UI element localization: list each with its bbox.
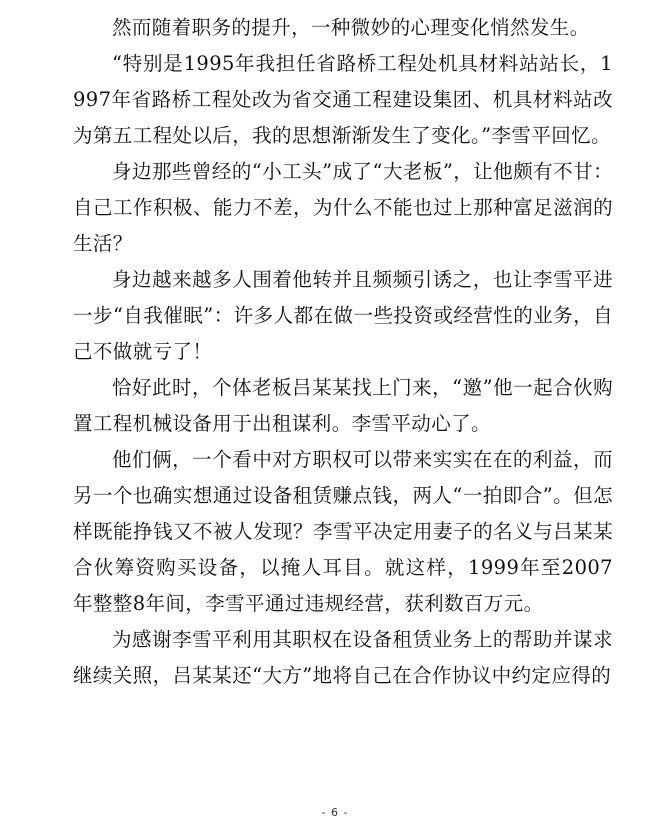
- page-number: - 6 -: [321, 806, 349, 819]
- paragraph-3: 身边那些曾经的“小工头”成了“大老板”，让他颇有不甘：自己工作积极、能力不差，为什么不能也过上那种富足滋润的生活？: [73, 160, 613, 255]
- paragraph-6: 他们俩，一个看中对方职权可以带来实实在在的利益，而另一个也确实想通过设备租赁赚点钱，两人“一拍即合”。但怎样既能挣钱又不被人发现？李雪平决定用妻子的名义与吕某某合伙筹资购买设备，以掩人耳目。就这样，1999年至2007年整整8年间，李雪平通过违规经营，获利数百万元。: [73, 448, 613, 615]
- paragraph-2: “特别是1995年我担任省路桥工程处机具材料站站长，1997年省路桥工程处改为省交通工程建设集团、机具材料站改为第五工程处以后，我的思想渐渐发生了变化。”李雪平回忆。: [73, 52, 613, 147]
- paragraph-7: 为感谢李雪平利用其职权在设备租赁业务上的帮助并谋求继续关照，吕某某还“大方”地将自己在合作协议中约定应得的: [73, 628, 613, 687]
- paragraph-1: 然而随着职务的提升，一种微妙的心理变化悄然发生。: [112, 16, 590, 39]
- paragraph-5: 恰好此时，个体老板吕某某找上门来，“邀”他一起合伙购置工程机械设备用于出租谋利。李雪平动心了。: [73, 376, 613, 435]
- paragraph-4: 身边越来越多人围着他转并且频频引诱之，也让李雪平进一步“自我催眠”：许多人都在做一些投资或经营性的业务，自己不做就亏了！: [73, 268, 613, 363]
- document-body: [73, 10, 613, 694]
